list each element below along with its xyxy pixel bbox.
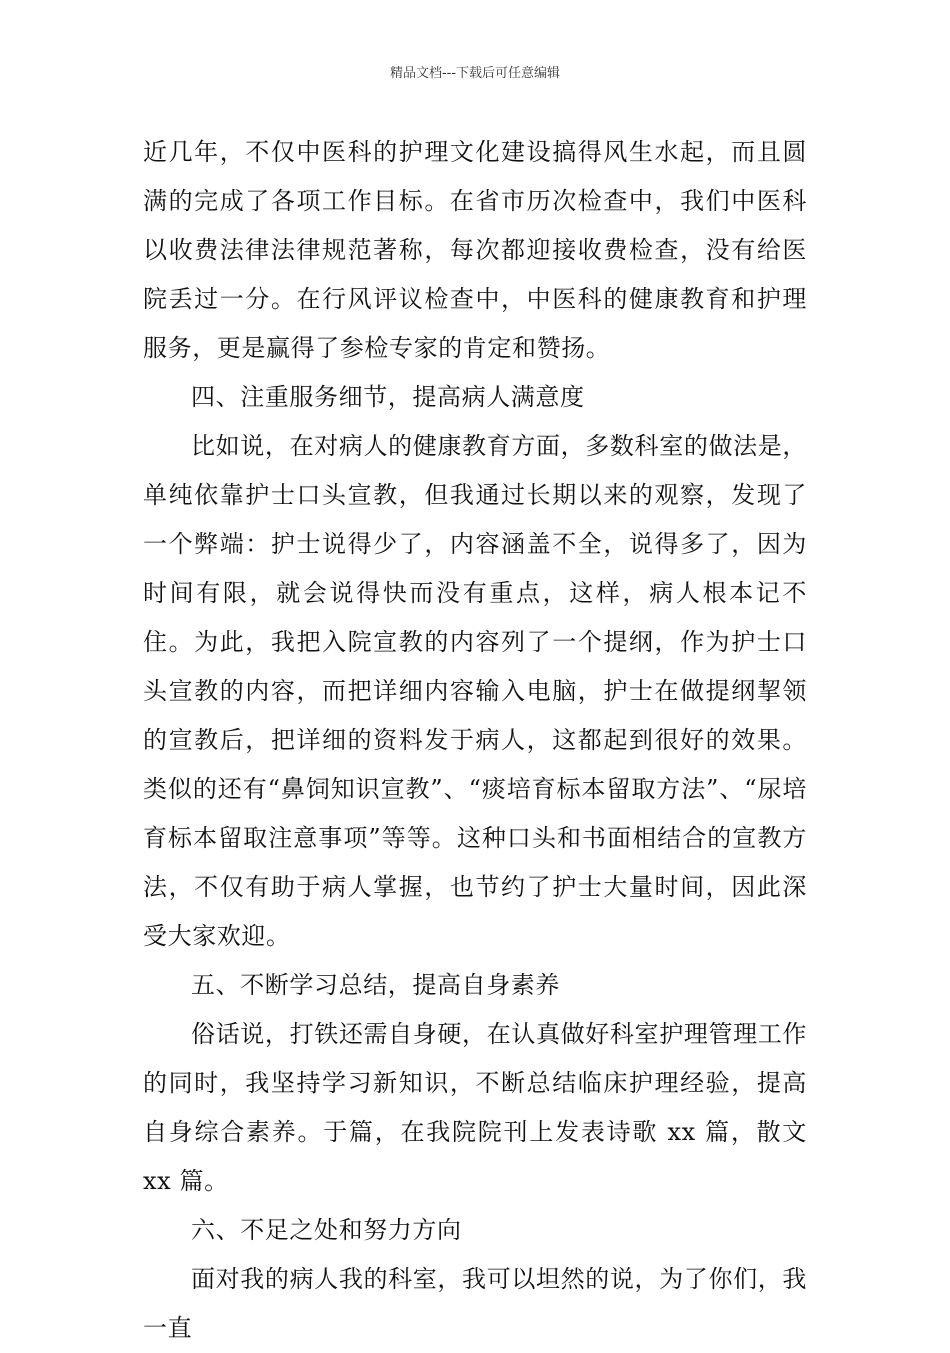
paragraph-self-study: 俗话说，打铁还需自身硬，在认真做好科室护理管理工作的同时，我坚持学习新知识，不断总结临床护理经验，提高自身综合素养。于篇，在我院院刊上发表诗歌 xx 篇，散文 xx 篇。 (143, 1020, 807, 1195)
paragraph-shortcomings: 面对我的病人我的科室，我可以坦然的说，为了你们，我一直 (143, 1265, 807, 1342)
paragraph-continued: 近几年，不仅中医科的护理文化建设搞得风生水起，而且圆满的完成了各项工作目标。在省市历次检查中，我们中医科以收费法律法律规范著称，每次都迎接收费检查，没有给医院丢过一分。在行风评议检查中，中医科的健康教育和护理服务，更是赢得了参检专家的肯定和赞扬。 (143, 138, 807, 362)
section-heading-6: 六、不足之处和努力方向 (191, 1216, 462, 1244)
section-heading-4: 四、注重服务细节，提高病人满意度 (191, 383, 585, 411)
paragraph-health-education: 比如说，在对病人的健康教育方面，多数科室的做法是，单纯依靠护士口头宣教，但我通过长期以来的观察，发现了一个弊端：护士说得少了，内容涵盖不全，说得多了，因为时间有限，就会说得快而没有重点，这样，病人根本记不住。为此，我把入院宣教的内容列了一个提纲，作为护士口头宣教的内容，而把详细内容输入电脑，护士在做提纲挈领的宣教后，把详细的资料发于病人，这都起到很好的效果。类似的还有“鼻饲知识宣教”、“痰培育标本留取方法”、“尿培育标本留取注意事项”等等。这种口头和书面相结合的宣教方法，不仅有助于病人掌握，也节约了护士大量时间，因此深受大家欢迎。 (143, 432, 807, 950)
page-header: 精品文档---下载后可任意编辑 (389, 66, 561, 81)
document-body (143, 128, 807, 1353)
section-heading-5: 五、不断学习总结，提高自身素养 (191, 971, 560, 999)
